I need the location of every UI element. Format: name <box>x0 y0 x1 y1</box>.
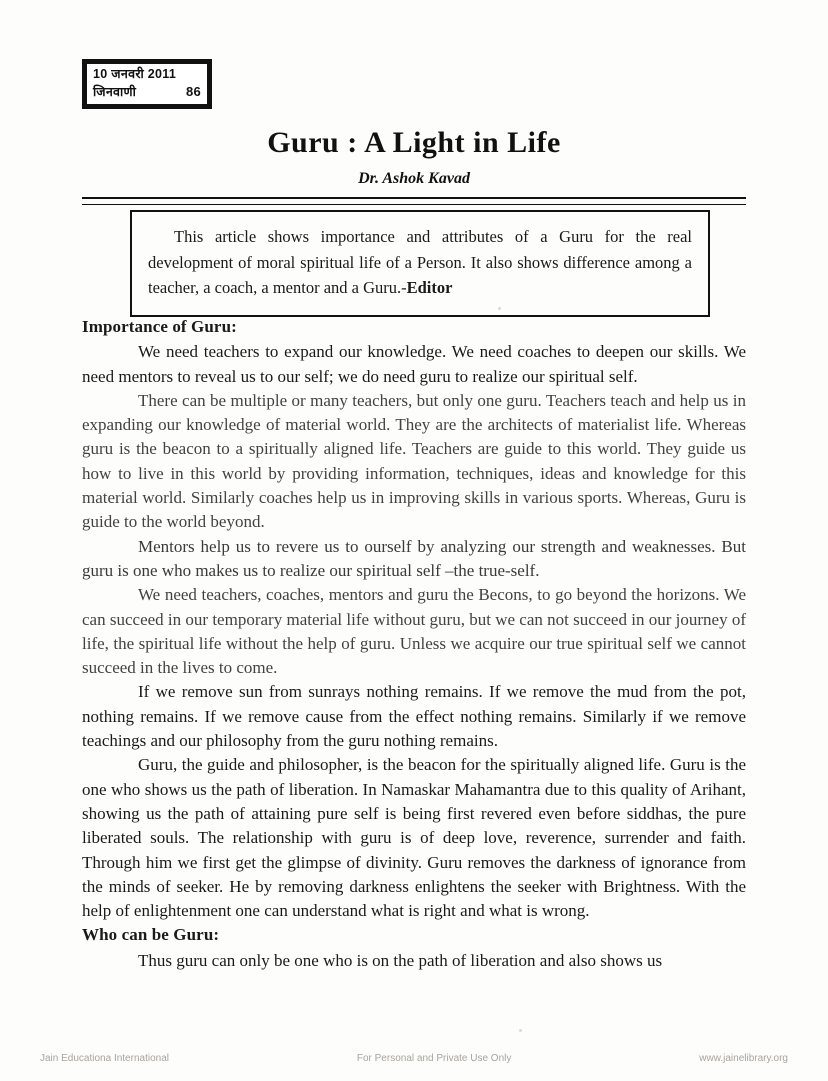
title-divider <box>82 197 746 205</box>
abstract-text: This article shows importance and attributes of a Guru for the real development of moral spiritual life of a Person. It also shows difference among a teacher, a coach, a mentor and a Guru.- <box>148 227 692 298</box>
journal-name: जिनवाणी <box>93 84 137 99</box>
abstract-box <box>130 210 710 317</box>
paragraph: There can be multiple or many teachers, but only one guru. Teachers teach and help us in expanding our knowledge of material world. They are the architects of materialist life. Whereas guru is the beacon to a spiritually aligned life. Teachers are guide to this world. They guide us how to live in this world by providing information, techniques, ideas and knowledge for this material world. Similarly coaches help us in improving skills in various sports. Whereas, Guru is guide to the world beyond. <box>82 390 746 532</box>
footer-left: Jain Educationa International <box>40 1053 169 1064</box>
paragraph: If we remove sun from sunrays nothing remains. If we remove the mud from the pot, nothing remains. If we remove cause from the effect nothing remains. Similarly if we remove teachings and our philosophy from the guru nothing remains. <box>82 682 746 751</box>
footer-right[interactable]: www.jainelibrary.org <box>699 1053 788 1064</box>
page-number: 86 <box>185 83 201 99</box>
section-heading-who-can-be-guru: Who can be Guru: <box>82 925 220 945</box>
article-author: Dr. Ashok Kavad <box>358 170 470 187</box>
article-body <box>82 315 746 973</box>
paragraph: We need teachers to expand our knowledge. We need coaches to deepen our skills. We need mentors to reveal us to our self; we do need guru to realize our spiritual self. <box>82 342 746 386</box>
paragraph: Mentors help us to revere us to ourself by analyzing our strength and weaknesses. But guru is one who makes us to realize our spiritual self –the true-self. <box>82 536 746 580</box>
issue-date: 10 जनवरी 2011 <box>93 67 177 81</box>
page-footer <box>40 1053 788 1064</box>
scan-speck <box>519 1029 522 1032</box>
paragraph: Guru, the guide and philosopher, is the beacon for the spiritually aligned life. Guru is the one who shows us the path of liberation. In Namaskar Mahamantra due to this quality of Arihant, showing us the path of attaining pure self is being first revered even before siddhas, the pure liberated souls. The relationship with guru is of deep love, reverence, surrender and faith. Through him we first get the glimpse of divinity. Guru removes the darkness of ignorance from the minds of seeker. He by removing darkness enlightens the seeker with Brightness. With the help of enlightenment one can understand what is right and what is wrong. <box>82 755 746 921</box>
page-title: Guru : A Light in Life <box>267 126 561 159</box>
issue-stamp <box>82 59 212 109</box>
section-heading-importance: Importance of Guru: <box>82 317 237 336</box>
paragraph: We need teachers, coaches, mentors and guru the Becons, to go beyond the horizons. We can succeed in our temporary material life without guru, but we can not succeed in our journey of life, the spiritual life without the help of guru. Unless we acquire our true spiritual self we cannot succeed in the lives to come. <box>82 585 746 678</box>
paragraph: Thus guru can only be one who is on the path of liberation and also shows us <box>138 950 663 970</box>
abstract-signature: Editor <box>406 278 453 298</box>
footer-center: For Personal and Private Use Only <box>356 1053 512 1064</box>
